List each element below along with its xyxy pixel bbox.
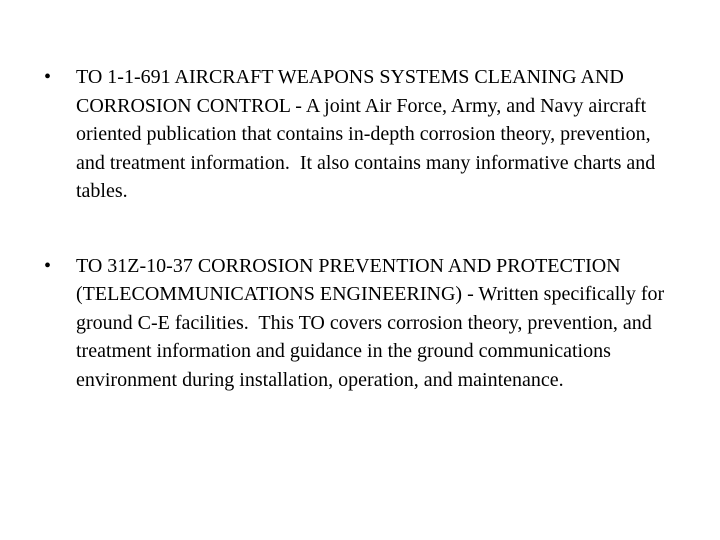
bullet-item-to-31z-10-37 xyxy=(44,252,684,395)
bullet-list xyxy=(44,63,684,394)
bullet-icon: • xyxy=(44,254,52,277)
bullet-separator: - xyxy=(462,283,479,305)
bullet-separator: - xyxy=(290,94,306,117)
bullet-title: TO 1-1-691 AIRCRAFT WEAPONS SYSTEMS CLEANING AND CORROSION CONTROL xyxy=(76,66,624,117)
bullet-item-to-1-1-691 xyxy=(44,63,684,206)
bullet-title: TO 31Z-10-37 CORROSION PREVENTION AND PROTECTION (TELECOMMUNICATIONS ENGINEERING) xyxy=(76,254,621,305)
bullet-icon: • xyxy=(44,66,52,88)
bullet-text: Written specifically for ground C-E facilities. This TO covers corrosion theory, prevention, and treatment information and guidance in the ground communications environment during installation, operation, and maintenance. xyxy=(76,283,670,391)
bullet-text: A joint Air Force, Army, and Navy aircraft oriented publication that contains in-depth corrosion theory, prevention, and treatment information. It also contains many informative charts and tables. xyxy=(76,94,661,202)
